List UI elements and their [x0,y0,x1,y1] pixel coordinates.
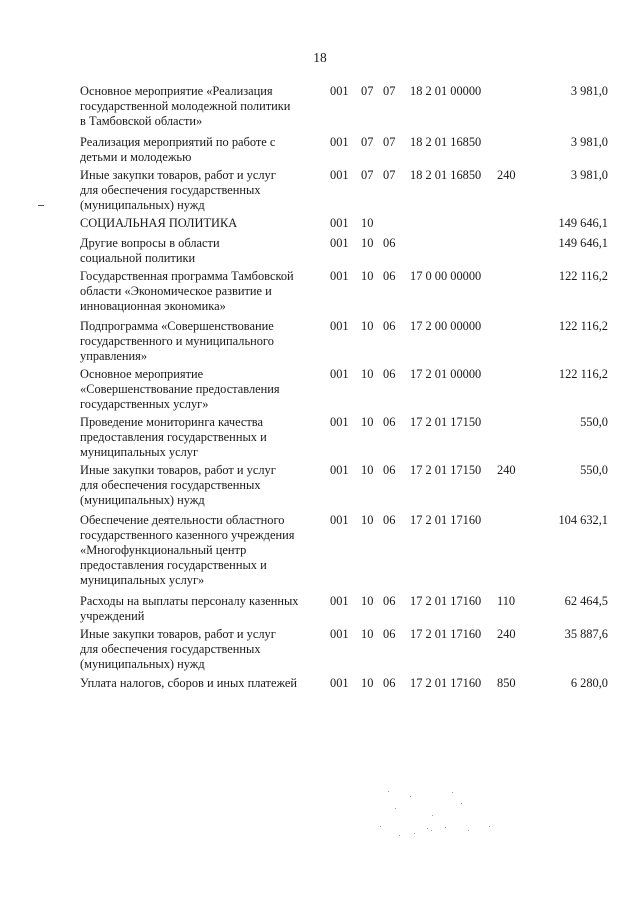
admin-code: 001 [330,135,349,149]
amount: 104 632,1 [558,513,608,527]
table-row [0,236,640,269]
table-row [0,84,640,135]
admin-code: 001 [330,216,349,230]
description-line: государственной молодежной политики [80,99,291,113]
row-description [80,676,328,691]
description-line: детьми и молодежью [80,150,192,164]
description-line: Государственная программа Тамбовской [80,269,294,283]
description-line: Реализация мероприятий по работе с [80,135,276,149]
target-article-code: 18 2 01 16850 [410,135,482,149]
description-line: для обеспечения государственных [80,642,261,656]
description-line: Уплата налогов, сборов и иных платежей [80,676,298,690]
description-line: в Тамбовской области» [80,114,203,128]
table-row [0,367,640,415]
description-line: Иные закупки товаров, работ и услуг [80,168,276,182]
subsection-code: 06 [383,676,396,690]
row-description [80,135,328,165]
description-line: муниципальных услуг [80,445,199,459]
description-line: Подпрограмма «Совершенствование [80,319,274,333]
row-description [80,463,328,508]
expense-type-code: 240 [497,463,516,477]
section-code: 10 [361,236,374,250]
description-line: СОЦИАЛЬНАЯ ПОЛИТИКА [80,216,238,230]
table-row [0,168,640,216]
amount: 6 280,0 [570,676,608,690]
amount: 3 981,0 [570,135,608,149]
section-code: 10 [361,676,374,690]
table-row [0,627,640,676]
admin-code: 001 [330,319,349,333]
section-code: 10 [361,463,374,477]
subsection-code: 07 [383,135,396,149]
subsection-code: 06 [383,627,396,641]
description-line: Проведение мониторинга качества [80,415,263,429]
row-description [80,415,328,460]
target-article-code: 17 2 01 17160 [410,594,482,608]
amount: 122 116,2 [558,269,608,283]
amount: 3 981,0 [570,168,608,182]
row-description [80,216,328,231]
admin-code: 001 [330,676,349,690]
target-article-code: 17 2 01 17160 [410,627,482,641]
row-description [80,236,328,266]
section-code: 10 [361,269,374,283]
admin-code: 001 [330,269,349,283]
description-line: Иные закупки товаров, работ и услуг [80,463,276,477]
description-line: предоставления государственных и [80,558,267,572]
amount: 149 646,1 [558,236,608,250]
table-row [0,463,640,513]
section-code: 07 [361,168,374,182]
target-article-code: 17 2 01 00000 [410,367,482,381]
amount: 122 116,2 [558,367,608,381]
admin-code: 001 [330,594,349,608]
subsection-code: 06 [383,269,396,283]
description-line: (муниципальных) нужд [80,493,205,507]
target-article-code: 17 2 00 00000 [410,319,482,333]
section-code: 10 [361,415,374,429]
table-row [0,216,640,236]
row-description [80,513,328,588]
amount: 149 646,1 [558,216,608,230]
section-code: 10 [361,594,374,608]
subsection-code: 06 [383,367,396,381]
target-article-code: 17 2 01 17160 [410,676,482,690]
subsection-code: 06 [383,513,396,527]
amount: 62 464,5 [564,594,608,608]
row-description [80,367,328,412]
amount: 550,0 [580,415,608,429]
subsection-code: 06 [383,415,396,429]
row-description [80,627,328,672]
target-article-code: 17 2 01 17150 [410,463,482,477]
description-line: государственного казенного учреждения [80,528,295,542]
expense-type-code: 240 [497,627,516,641]
section-code: 10 [361,216,374,230]
description-line: инновационная экономика» [80,299,226,313]
admin-code: 001 [330,236,349,250]
description-line: Расходы на выплаты персоналу казенных [80,594,299,608]
admin-code: 001 [330,168,349,182]
row-description [80,319,328,364]
amount: 550,0 [580,463,608,477]
description-line: государственного и муниципального [80,334,274,348]
subsection-code: 07 [383,84,396,98]
description-line: для обеспечения государственных [80,478,261,492]
description-line: (муниципальных) нужд [80,657,205,671]
description-line: Обеспечение деятельности областного [80,513,285,527]
amount: 3 981,0 [570,84,608,98]
admin-code: 001 [330,627,349,641]
admin-code: 001 [330,463,349,477]
description-line: управления» [80,349,148,363]
description-line: «Совершенствование предоставления [80,382,280,396]
table-row [0,269,640,319]
section-code: 10 [361,367,374,381]
subsection-code: 06 [383,463,396,477]
description-line: области «Экономическое развитие и [80,284,272,298]
section-code: 10 [361,513,374,527]
admin-code: 001 [330,367,349,381]
page-number: 18 [313,50,327,65]
description-line: социальной политики [80,251,196,265]
description-line: Основное мероприятие [80,367,204,381]
row-description [80,594,328,624]
amount: 35 887,6 [564,627,608,641]
description-line: муниципальных услуг» [80,573,205,587]
expense-type-code: 850 [497,676,516,690]
description-line: Другие вопросы в области [80,236,220,250]
expense-type-code: 240 [497,168,516,182]
target-article-code: 18 2 01 00000 [410,84,482,98]
section-code: 10 [361,627,374,641]
description-line: (муниципальных) нужд [80,198,205,212]
row-description [80,269,328,314]
section-code: 10 [361,319,374,333]
subsection-code: 06 [383,319,396,333]
section-code: 07 [361,84,374,98]
row-description [80,168,328,213]
description-line: для обеспечения государственных [80,183,261,197]
subsection-code: 06 [383,594,396,608]
description-line: государственных услуг» [80,397,209,411]
description-line: Основное мероприятие «Реализация [80,84,273,98]
target-article-code: 18 2 01 16850 [410,168,482,182]
section-code: 07 [361,135,374,149]
description-line: предоставления государственных и [80,430,267,444]
table-row [0,513,640,594]
table-row [0,676,640,696]
admin-code: 001 [330,84,349,98]
expense-type-code: 110 [497,594,516,608]
table-row [0,319,640,367]
subsection-code: 06 [383,236,396,250]
subsection-code: 07 [383,168,396,182]
budget-table [0,84,640,696]
table-row [0,594,640,627]
target-article-code: 17 2 01 17150 [410,415,482,429]
target-article-code: 17 2 01 17160 [410,513,482,527]
description-line: «Многофункциональный центр [80,543,247,557]
admin-code: 001 [330,513,349,527]
description-line: Иные закупки товаров, работ и услуг [80,627,276,641]
row-description [80,84,328,129]
table-row [0,135,640,168]
table-row [0,415,640,463]
description-line: учреждений [80,609,145,623]
amount: 122 116,2 [558,319,608,333]
target-article-code: 17 0 00 00000 [410,269,482,283]
admin-code: 001 [330,415,349,429]
